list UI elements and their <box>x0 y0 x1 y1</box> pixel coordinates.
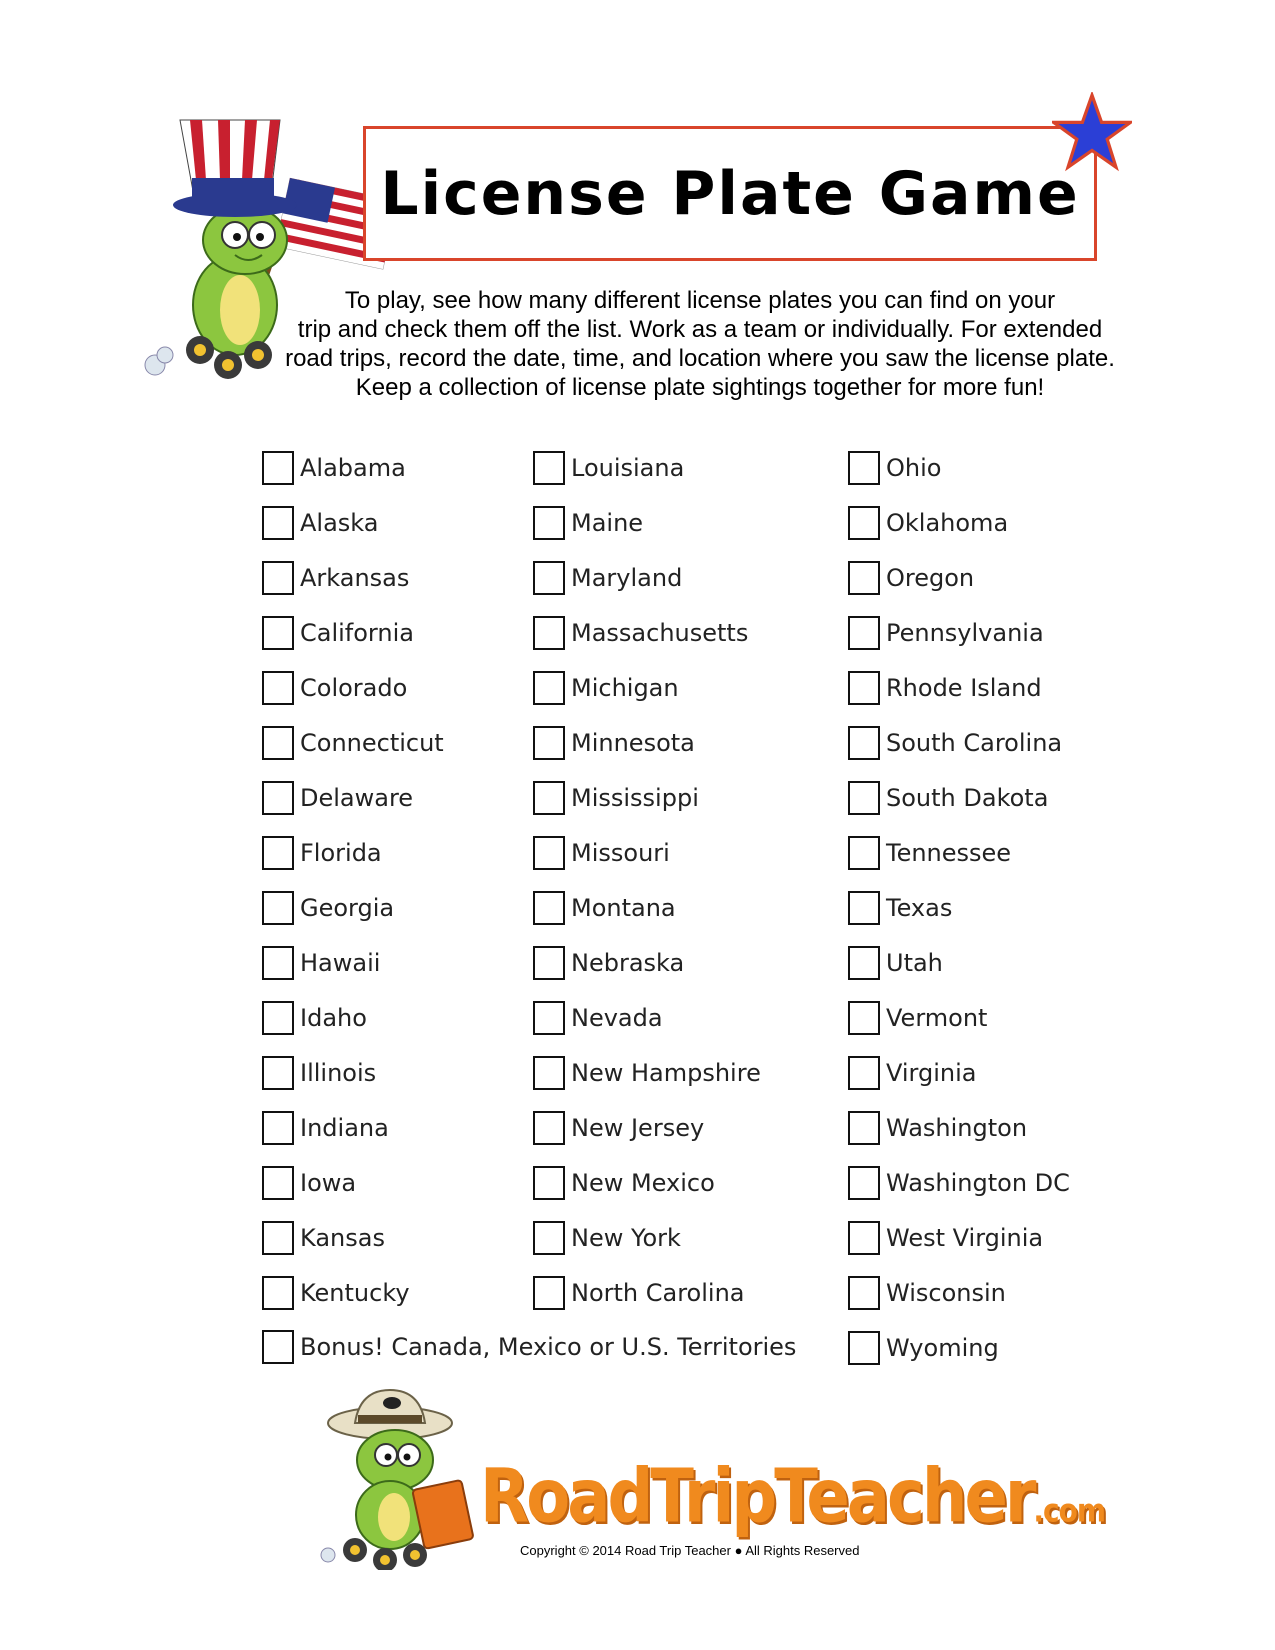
checklist-item-label: Delaware <box>300 784 414 812</box>
checkbox[interactable] <box>262 506 294 540</box>
checklist-item-label: Utah <box>886 949 943 977</box>
checklist-item[interactable] <box>262 996 367 1040</box>
checklist-item[interactable] <box>533 611 748 655</box>
checkbox[interactable] <box>848 451 880 485</box>
checklist-item-label: Hawaii <box>300 949 381 977</box>
checklist-item[interactable] <box>848 666 1042 710</box>
checklist-item[interactable] <box>848 941 943 985</box>
checkbox[interactable] <box>262 1221 294 1255</box>
checkbox[interactable] <box>262 1276 294 1310</box>
checkbox[interactable] <box>533 671 565 705</box>
checklist-item-label: Rhode Island <box>886 674 1042 702</box>
checkbox[interactable] <box>848 1221 880 1255</box>
checkbox[interactable] <box>262 1330 294 1364</box>
checkbox[interactable] <box>533 1056 565 1090</box>
star-icon <box>1052 92 1132 172</box>
checkbox[interactable] <box>533 946 565 980</box>
checklist-item[interactable] <box>848 1326 999 1370</box>
checklist-item[interactable] <box>262 556 409 600</box>
checkbox[interactable] <box>848 836 880 870</box>
checkbox[interactable] <box>533 561 565 595</box>
checklist-item[interactable] <box>533 501 643 545</box>
checklist-item[interactable] <box>848 776 1048 820</box>
checkbox[interactable] <box>848 1001 880 1035</box>
checkbox[interactable] <box>262 1056 294 1090</box>
roadtripteacher-logo <box>480 1455 1105 1540</box>
checklist-item-label: Iowa <box>300 1169 357 1197</box>
checkbox[interactable] <box>262 726 294 760</box>
checklist-item-label: Oregon <box>886 564 975 592</box>
checklist-item[interactable] <box>848 556 974 600</box>
checkbox[interactable] <box>848 616 880 650</box>
checklist-item-label: Michigan <box>571 674 679 702</box>
checkbox[interactable] <box>262 1111 294 1145</box>
checklist-item[interactable] <box>262 501 378 545</box>
checklist-item-bonus[interactable] <box>262 1325 796 1369</box>
checklist-item[interactable] <box>533 556 682 600</box>
checkbox[interactable] <box>533 836 565 870</box>
turtle-mascot-book-illustration <box>320 1385 480 1570</box>
checklist-item-label: Bonus! Canada, Mexico or U.S. Territories <box>300 1333 797 1361</box>
checklist-item[interactable] <box>848 721 1062 765</box>
checklist-item-label: Virginia <box>886 1059 977 1087</box>
checklist-item-label: Louisiana <box>571 454 685 482</box>
checklist-item-label: Illinois <box>300 1059 377 1087</box>
checklist-item-label: Washington DC <box>886 1169 1070 1197</box>
page-title: License Plate Game <box>380 158 1080 229</box>
checklist-item-label: Nevada <box>571 1004 663 1032</box>
checklist-item[interactable] <box>262 721 444 765</box>
checklist-item[interactable] <box>262 886 394 930</box>
checkbox[interactable] <box>533 1001 565 1035</box>
checklist-item[interactable] <box>848 611 1044 655</box>
checkbox[interactable] <box>848 671 880 705</box>
checklist-item-label: Alabama <box>300 454 406 482</box>
checklist-item-label: Colorado <box>300 674 408 702</box>
checklist-item[interactable] <box>533 831 670 875</box>
checkbox[interactable] <box>533 891 565 925</box>
checklist-item[interactable] <box>848 886 952 930</box>
checklist-item[interactable] <box>533 721 695 765</box>
checklist-item-label: Indiana <box>300 1114 389 1142</box>
checklist-item-label: South Dakota <box>886 784 1049 812</box>
checkbox[interactable] <box>848 726 880 760</box>
checklist-item-label: Florida <box>300 839 382 867</box>
checklist-item[interactable] <box>848 501 1008 545</box>
checklist-item-label: Arkansas <box>300 564 410 592</box>
copyright-notice: Copyright © 2014 Road Trip Teacher ● All Rights Reserved <box>520 1543 860 1558</box>
checkbox[interactable] <box>262 1166 294 1200</box>
checkbox[interactable] <box>848 1331 880 1365</box>
checkbox[interactable] <box>533 1111 565 1145</box>
checklist-item[interactable] <box>848 1106 1027 1150</box>
checklist-item-label: New Hampshire <box>571 1059 761 1087</box>
checklist-item-label: Missouri <box>571 839 670 867</box>
checkbox[interactable] <box>533 1276 565 1310</box>
checklist-item-label: Maine <box>571 509 644 537</box>
checkbox[interactable] <box>533 726 565 760</box>
checklist-item-label: Massachusetts <box>571 619 749 647</box>
checklist-item-label: California <box>300 619 414 647</box>
checklist-item[interactable] <box>533 996 663 1040</box>
checklist-item-label: Georgia <box>300 894 395 922</box>
checklist-item[interactable] <box>262 776 413 820</box>
instructions-line: To play, see how many different license plates you can find on your <box>344 287 1056 314</box>
checkbox[interactable] <box>533 1221 565 1255</box>
checkbox[interactable] <box>848 561 880 595</box>
checklist-item-label: Tennessee <box>886 839 1012 867</box>
checklist-item-label: New York <box>571 1224 681 1252</box>
logo-suffix-text: .com <box>1033 1491 1106 1530</box>
checklist-item-label: Idaho <box>300 1004 367 1032</box>
checkbox[interactable] <box>848 1276 880 1310</box>
checklist-item-label: New Jersey <box>571 1114 705 1142</box>
checklist-item[interactable] <box>262 1051 376 1095</box>
checklist-item-label: Alaska <box>300 509 379 537</box>
checklist-item-label: Vermont <box>886 1004 988 1032</box>
checklist-item[interactable] <box>533 1051 761 1095</box>
checkbox[interactable] <box>533 506 565 540</box>
checkbox[interactable] <box>262 451 294 485</box>
checklist-item-label: Mississippi <box>571 784 699 812</box>
checklist-item[interactable] <box>533 941 684 985</box>
checkbox[interactable] <box>533 616 565 650</box>
instructions-line: road trips, record the date, time, and location where you saw the license plate. <box>285 345 1115 372</box>
checklist-item[interactable] <box>262 666 407 710</box>
checklist-item[interactable] <box>533 886 676 930</box>
checklist-item[interactable] <box>848 1216 1043 1260</box>
checklist-item[interactable] <box>848 996 987 1040</box>
checklist-item-label: Maryland <box>571 564 683 592</box>
checkbox[interactable] <box>848 946 880 980</box>
checklist-item[interactable] <box>848 831 1011 875</box>
instructions-line: Keep a collection of license plate sightings together for more fun! <box>355 374 1045 401</box>
checklist-item-label: Pennsylvania <box>886 619 1044 647</box>
checkbox[interactable] <box>848 1111 880 1145</box>
logo-main-text: RoadTripTeacher <box>480 1455 1034 1541</box>
checklist-item-label: Wisconsin <box>886 1279 1006 1307</box>
checklist-item-label: Washington <box>886 1114 1028 1142</box>
checklist-item[interactable] <box>262 1106 389 1150</box>
title-banner <box>363 126 1097 261</box>
checklist-item-label: New Mexico <box>571 1169 715 1197</box>
instructions-line: trip and check them off the list. Work as a team or individually. For extended <box>297 316 1103 343</box>
checklist-item-label: Kentucky <box>300 1279 410 1307</box>
checklist-item[interactable] <box>262 1161 356 1205</box>
checklist-item[interactable] <box>533 666 679 710</box>
checklist-item[interactable] <box>533 1271 745 1315</box>
checklist-item[interactable] <box>262 831 382 875</box>
checkbox[interactable] <box>848 506 880 540</box>
checkbox[interactable] <box>848 1166 880 1200</box>
checkbox[interactable] <box>262 836 294 870</box>
checklist-item-label: Wyoming <box>886 1334 999 1362</box>
checklist-item[interactable] <box>848 1051 977 1095</box>
checklist-item-label: West Virginia <box>886 1224 1044 1252</box>
checklist-item[interactable] <box>262 1216 385 1260</box>
instructions-paragraph <box>260 286 1140 402</box>
checkbox[interactable] <box>262 616 294 650</box>
checkbox[interactable] <box>848 891 880 925</box>
checklist-item[interactable] <box>262 611 414 655</box>
checklist-item[interactable] <box>848 1161 1070 1205</box>
checklist-item[interactable] <box>533 1106 704 1150</box>
checkbox[interactable] <box>262 1001 294 1035</box>
checklist-item[interactable] <box>262 941 380 985</box>
checkbox[interactable] <box>262 561 294 595</box>
checklist-item-label: South Carolina <box>886 729 1063 757</box>
checkbox[interactable] <box>533 451 565 485</box>
checkbox[interactable] <box>262 781 294 815</box>
checklist-item-label: Texas <box>886 894 953 922</box>
checklist-item[interactable] <box>533 446 684 490</box>
checklist-item-label: Ohio <box>886 454 942 482</box>
checkbox[interactable] <box>262 671 294 705</box>
checklist-item[interactable] <box>262 1271 410 1315</box>
checklist-item-label: Minnesota <box>571 729 695 757</box>
checkbox[interactable] <box>533 781 565 815</box>
checklist-item[interactable] <box>533 776 699 820</box>
checklist-item-label: Connecticut <box>300 729 444 757</box>
checklist-item[interactable] <box>533 1161 715 1205</box>
checklist-item-label: Oklahoma <box>886 509 1009 537</box>
checklist-item[interactable] <box>262 446 406 490</box>
checklist-item[interactable] <box>533 1216 681 1260</box>
checklist-item[interactable] <box>848 1271 1006 1315</box>
checkbox[interactable] <box>848 1056 880 1090</box>
checklist-item-label: Nebraska <box>571 949 685 977</box>
checklist-item-label: Montana <box>571 894 676 922</box>
checkbox[interactable] <box>262 946 294 980</box>
checkbox[interactable] <box>533 1166 565 1200</box>
checklist-item[interactable] <box>848 446 941 490</box>
checkbox[interactable] <box>848 781 880 815</box>
checklist-item-label: North Carolina <box>571 1279 745 1307</box>
checkbox[interactable] <box>262 891 294 925</box>
checklist-item-label: Kansas <box>300 1224 385 1252</box>
